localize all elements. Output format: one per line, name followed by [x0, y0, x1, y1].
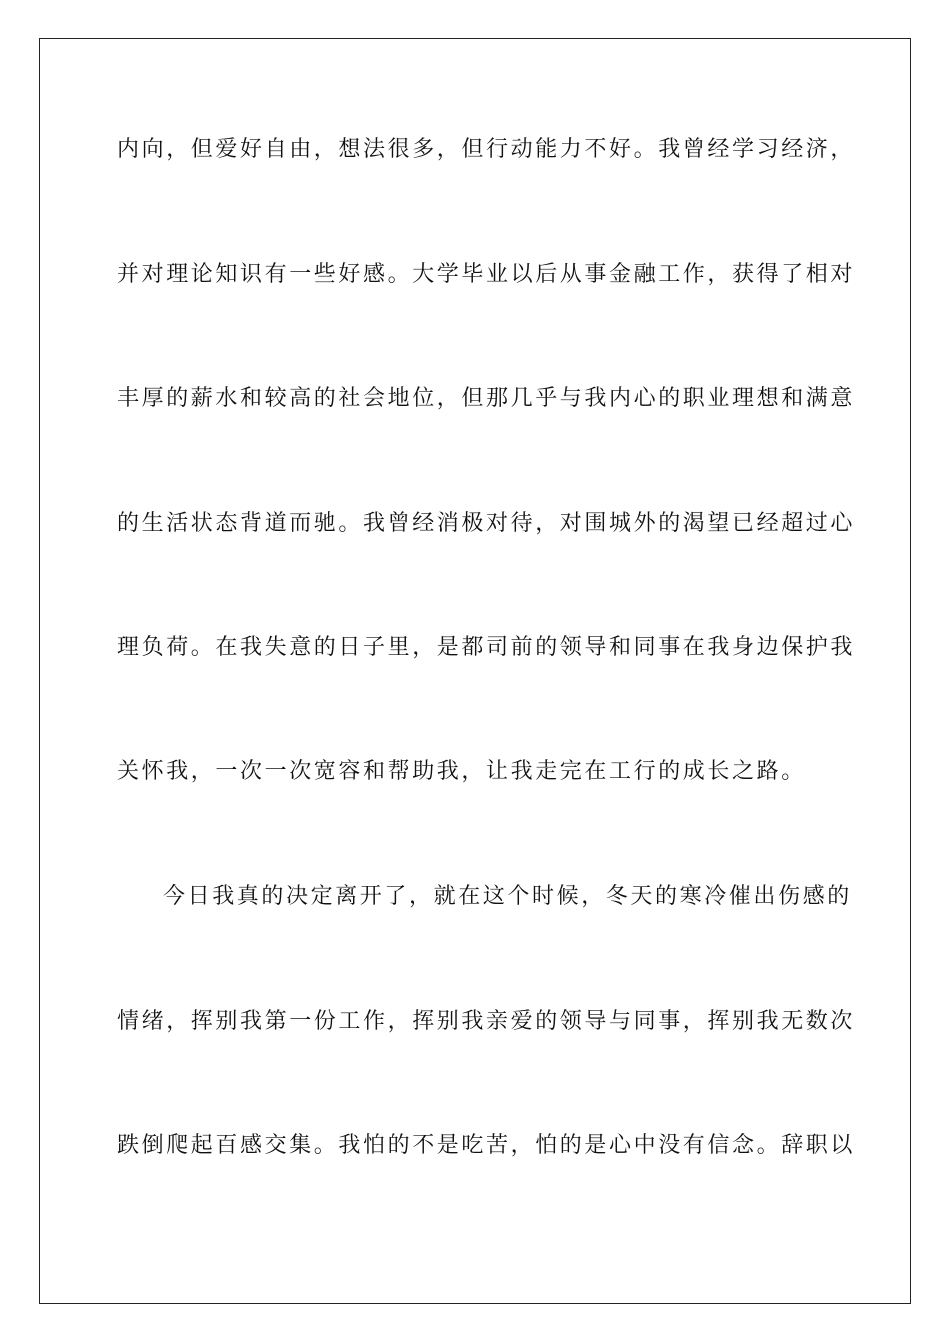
text-line: 内向，但爱好自由，想法很多，但行动能力不好。我曾经学习经济， [117, 137, 856, 162]
text-line: 情绪，挥别我第一份工作，挥别我亲爱的领导与同事，挥别我无数次 [117, 1009, 856, 1034]
text-line: 的生活状态背道而驰。我曾经消极对待，对围城外的渴望已经超过心 [117, 511, 856, 536]
paragraph-first-line: 今日我真的决定离开了，就在这个时候，冬天的寒冷催出伤感的 [163, 884, 852, 909]
text-line: 关怀我，一次一次宽容和帮助我，让我走完在工行的成长之路。 [117, 759, 806, 784]
text-line: 并对理论知识有一些好感。大学毕业以后从事金融工作，获得了相对 [117, 262, 856, 287]
text-line: 跌倒爬起百感交集。我怕的不是吃苦，怕的是心中没有信念。辞职以 [117, 1133, 856, 1158]
text-line: 丰厚的薪水和较高的社会地位，但那几乎与我内心的职业理想和满意 [117, 386, 856, 411]
text-line: 理负荷。在我失意的日子里，是都司前的领导和同事在我身边保护我 [117, 635, 856, 660]
page-border [39, 38, 911, 1304]
